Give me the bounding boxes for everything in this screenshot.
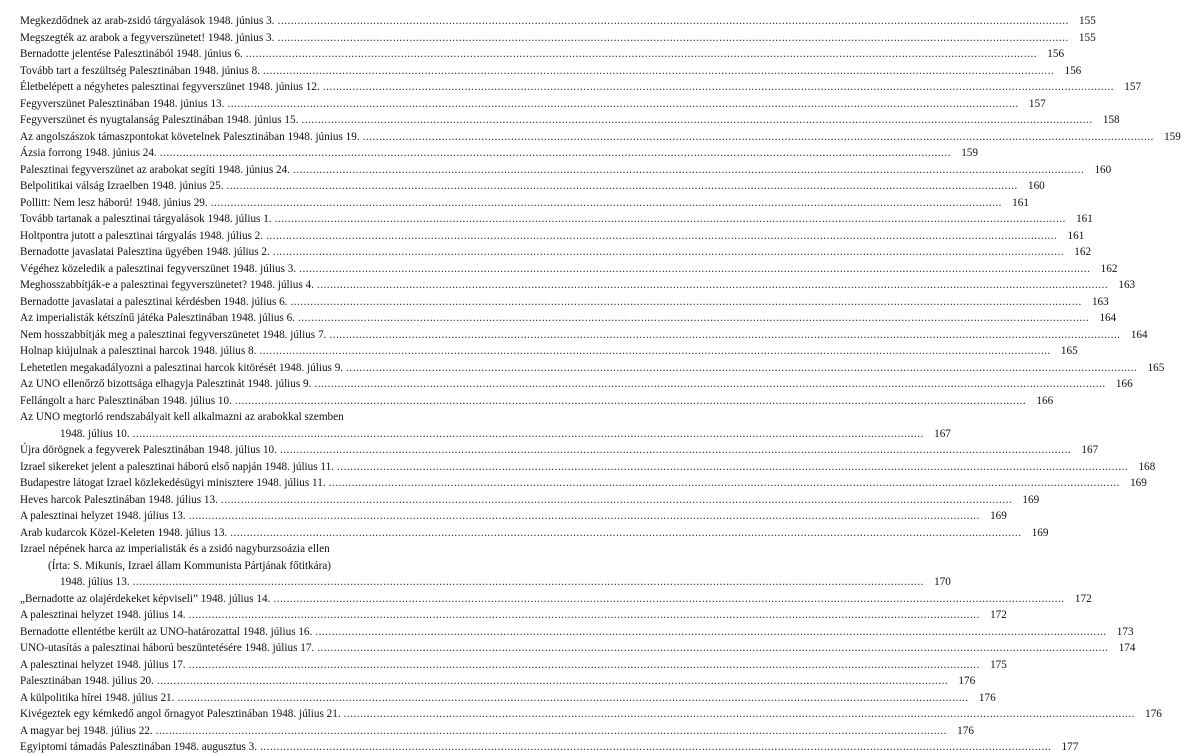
dot-leader — [315, 624, 1106, 641]
toc-entry — [20, 46, 1065, 63]
toc-entry-title: A palesztinai helyzet 1948. július 14. — [20, 609, 186, 621]
dot-leader — [189, 607, 980, 624]
toc-page-number: 176 — [978, 691, 996, 704]
toc-page-number: 176 — [958, 675, 976, 687]
toc-entry-title: Az angolszászok támaszpontokat követelnek Palesztinában 1948. június 19. — [20, 130, 360, 143]
toc-entry — [20, 459, 1156, 476]
toc-entry — [20, 244, 1092, 261]
dot-leader — [259, 343, 1050, 360]
toc-page-number: 163 — [1091, 295, 1109, 308]
toc-entry — [20, 195, 1029, 212]
dot-leader — [277, 30, 1068, 47]
dot-leader — [221, 492, 1012, 509]
toc-entry-title-line: Az UNO megtorló rendszabályait kell alkalmazni az arabokkal szemben — [20, 411, 344, 423]
toc-page-number: 168 — [1138, 460, 1156, 473]
toc-entry-title: Fellángolt a harc Palesztinában 1948. július 10. — [20, 394, 232, 407]
toc-page-number: 156 — [1064, 64, 1082, 77]
toc-page-number: 169 — [1022, 493, 1040, 506]
dot-leader — [329, 327, 1120, 344]
toc-page-number: 177 — [1061, 741, 1079, 753]
toc-entry — [20, 706, 1162, 723]
toc-entry — [20, 640, 1136, 657]
dot-leader — [275, 211, 1066, 228]
toc-entry-title: Belpolitikai válság Izraelben 1948. június 25. — [20, 180, 224, 192]
toc-entry-title: Bernadotte ellentétbe került az UNO-határozattal 1948. július 16. — [20, 625, 313, 638]
toc-entry — [20, 525, 1049, 542]
toc-entry-title: A palesztinai helyzet 1948. július 17. — [20, 658, 186, 671]
toc-entry — [20, 294, 1109, 311]
toc-entry-title: Tovább tartanak a palesztinai tárgyalások 1948. július 1. — [20, 213, 272, 225]
toc-entry — [20, 343, 1078, 360]
toc-entry — [20, 376, 1133, 393]
toc-page-number: 159 — [1164, 130, 1181, 143]
toc-entry-title: Heves harcok Palesztinában 1948. július 13. — [20, 493, 218, 506]
toc-entry-title: Bernadotte javaslatai Palesztina ügyében 1948. július 2. — [20, 246, 270, 258]
dot-leader — [314, 376, 1105, 393]
toc-page-number: 155 — [1079, 15, 1096, 27]
toc-page-number: 161 — [1012, 196, 1029, 209]
toc-entry — [20, 475, 1147, 492]
toc-entry — [20, 739, 1079, 756]
toc-entry — [20, 228, 1085, 245]
toc-entry — [20, 129, 1181, 146]
toc-entry-title: Kivégeztek egy kémkedő angol őrnagyot Palesztinában 1948. július 21. — [20, 708, 341, 720]
toc-entry — [20, 673, 976, 690]
toc-entry-title: Budapestre látogat Izrael közlekedésügyi minisztere 1948. július 11. — [20, 477, 326, 489]
toc-entry — [20, 409, 951, 442]
toc-entry — [20, 13, 1096, 30]
toc-entry — [20, 591, 1092, 608]
toc-entry-title: A palesztinai helyzet 1948. július 13. — [20, 510, 186, 522]
toc-entry-title: Megkezdődnek az arab-zsidó tárgyalások 1948. június 3. — [20, 15, 275, 27]
toc-page-number: 169 — [1031, 526, 1049, 539]
toc-page-number: 158 — [1102, 114, 1120, 126]
toc-entry-title: Ázsia forrong 1948. június 24. — [20, 147, 157, 159]
toc-entry — [20, 30, 1096, 47]
toc-page-number: 165 — [1060, 345, 1078, 357]
dot-leader — [278, 13, 1069, 30]
dot-leader — [133, 426, 924, 443]
dot-leader — [189, 657, 980, 674]
dot-leader — [273, 244, 1064, 261]
toc-entry-title: Megszegték az arabok a fegyverszünetet! 1948. június 3. — [20, 31, 275, 44]
toc-page-number: 167 — [934, 427, 951, 440]
toc-entry — [20, 492, 1040, 509]
toc-page-number: 162 — [1074, 246, 1092, 258]
toc-entry-title: Fegyverszünet Palesztinában 1948. június 13. — [20, 97, 225, 110]
toc-entry-date: 1948. július 13. — [60, 576, 130, 588]
toc-entry-title: Újra dörögnek a fegyverek Palesztinában 1948. július 10. — [20, 444, 277, 456]
dot-leader — [227, 96, 1018, 113]
toc-page-number: 162 — [1100, 262, 1118, 275]
dot-leader — [260, 739, 1051, 756]
dot-leader — [317, 277, 1108, 294]
toc-entry — [20, 393, 1054, 410]
toc-page-number: 174 — [1118, 642, 1136, 654]
toc-entry-title-line: Izrael népének harca az imperialisták és a zsidó nagyburzsoázia ellen — [20, 543, 330, 555]
toc-page-number: 164 — [1130, 328, 1148, 341]
toc-page-number: 165 — [1147, 361, 1165, 374]
dot-leader — [337, 459, 1128, 476]
toc-entry — [20, 508, 1007, 525]
toc-entry — [20, 360, 1165, 377]
dot-leader — [263, 63, 1054, 80]
toc-entry — [20, 63, 1082, 80]
toc-entry — [20, 96, 1046, 113]
toc-entry — [20, 657, 1007, 674]
dot-leader — [211, 195, 1002, 212]
dot-leader — [273, 591, 1064, 608]
toc-entry — [20, 79, 1142, 96]
toc-entry — [20, 327, 1148, 344]
toc-entry-title: Az UNO ellenőrző bizottsága elhagyja Palesztinát 1948. július 9. — [20, 378, 312, 390]
dot-leader — [133, 574, 924, 591]
toc-page-number: 170 — [934, 576, 951, 588]
dot-leader — [157, 673, 948, 690]
toc-entry-title: Bernadotte jelentése Palesztinából 1948. június 6. — [20, 48, 243, 60]
toc-page-number: 155 — [1078, 31, 1096, 44]
toc-page-number: 164 — [1099, 312, 1117, 324]
toc-entry-title: Holtpontra jutott a palesztinai tárgyalás 1948. július 2. — [20, 229, 264, 242]
toc-page-number: 172 — [1074, 592, 1092, 605]
toc-entry-title: Fegyverszünet és nyugtalanság Palesztinában 1948. június 15. — [20, 114, 299, 126]
toc-entry-title: UNO-utasítás a palesztinai háború beszüntetésére 1948. július 17. — [20, 642, 315, 654]
dot-leader — [160, 145, 951, 162]
toc-entry — [20, 690, 996, 707]
toc-entry — [20, 442, 1099, 459]
toc-entry-title: Az imperialisták kétszínű játéka Palesztinában 1948. július 6. — [20, 312, 295, 324]
toc-page-number: 175 — [990, 658, 1007, 671]
toc-entry-title: Életbelépett a négyhetes palesztinai fegyverszünet 1948. június 12. — [20, 81, 320, 93]
toc-page-number: 157 — [1124, 81, 1142, 93]
toc-entry-title: Izrael sikereket jelent a palesztinai háború első napján 1948. július 11. — [20, 460, 334, 473]
toc-page-number: 160 — [1027, 180, 1045, 192]
dot-leader — [177, 690, 968, 707]
toc-entry-title: A külpolitika hírei 1948. július 21. — [20, 691, 175, 704]
toc-page-number: 161 — [1067, 229, 1085, 242]
toc-entry — [20, 261, 1118, 278]
dot-leader — [317, 640, 1108, 657]
toc-page-number: 159 — [961, 147, 978, 159]
toc-entry — [20, 277, 1136, 294]
toc-entry-title: Egyiptomi támadás Palesztinában 1948. augusztus 3. — [20, 741, 258, 753]
toc-entry-title: Végéhez közeledik a palesztinai fegyverszünet 1948. július 3. — [20, 262, 297, 275]
toc-entry-title: Arab kudarcok Közel-Keleten 1948. július 13. — [20, 526, 228, 539]
toc-entry-title-line: (Írta: S. Mikunis, Izrael állam Kommunista Pártjának főtitkára) — [48, 559, 332, 572]
toc-page-number: 169 — [990, 510, 1007, 522]
toc-entry — [20, 310, 1117, 327]
toc-list — [20, 13, 1181, 756]
toc-entry-title: Holnap kiújulnak a palesztinai harcok 1948. július 8. — [20, 345, 257, 357]
toc-entry-title: „Bernadotte az olajérdekeket képviseli” 1948. július 14. — [20, 592, 271, 605]
toc-entry-title: Palesztinában 1948. július 20. — [20, 675, 154, 687]
dot-leader — [344, 706, 1135, 723]
dot-leader — [301, 112, 1092, 129]
toc-entry-title: Nem hosszabbítják meg a palesztinai fegyverszünetet 1948. július 7. — [20, 328, 327, 341]
toc-entry-title: Tovább tart a feszültség Palesztinában 1948. június 8. — [20, 64, 261, 77]
dot-leader — [246, 46, 1037, 63]
toc-entry-title: Bernadotte javaslatai a palesztinai kérdésben 1948. július 6. — [20, 295, 288, 308]
toc-entry — [20, 162, 1112, 179]
dot-leader — [266, 228, 1057, 245]
toc-page-number: 172 — [990, 609, 1007, 621]
toc-entry-title: Pollitt: Nem lesz háború! 1948. június 29. — [20, 196, 208, 209]
toc-entry-title: A magyar bej 1948. július 22. — [20, 724, 153, 737]
dot-leader — [293, 162, 1084, 179]
dot-leader — [290, 294, 1081, 311]
dot-leader — [363, 129, 1154, 146]
dot-leader — [227, 178, 1018, 195]
dot-leader — [189, 508, 980, 525]
dot-leader — [329, 475, 1120, 492]
toc-entry — [20, 624, 1134, 641]
dot-leader — [346, 360, 1137, 377]
dot-leader — [230, 525, 1021, 542]
dot-leader — [156, 723, 947, 740]
toc-page-number: 156 — [1047, 48, 1065, 60]
toc-entry — [20, 607, 1007, 624]
toc-entry — [20, 723, 974, 740]
toc-page-number: 176 — [957, 724, 974, 737]
toc-entry — [20, 145, 978, 162]
dot-leader — [235, 393, 1026, 410]
toc-page-number: 176 — [1145, 708, 1162, 720]
table-of-contents-page — [20, 13, 1181, 756]
toc-entry — [20, 541, 951, 591]
toc-entry — [20, 211, 1093, 228]
toc-entry-title: Meghosszabbítják-e a palesztinai fegyverszünetet? 1948. július 4. — [20, 279, 314, 291]
toc-page-number: 173 — [1116, 625, 1134, 638]
toc-entry-title: Lehetetlen megakadályozni a palesztinai harcok kitörését 1948. július 9. — [20, 361, 344, 374]
toc-entry-date: 1948. július 10. — [60, 427, 130, 440]
toc-page-number: 166 — [1036, 394, 1054, 407]
toc-entry — [20, 112, 1120, 129]
toc-page-number: 169 — [1130, 477, 1147, 489]
dot-leader — [298, 310, 1089, 327]
toc-page-number: 166 — [1115, 378, 1133, 390]
toc-page-number: 157 — [1028, 97, 1046, 110]
toc-page-number: 161 — [1076, 213, 1093, 225]
toc-page-number: 167 — [1081, 444, 1099, 456]
toc-entry — [20, 178, 1045, 195]
toc-entry-title: Palesztinai fegyverszünet az arabokat segíti 1948. június 24. — [20, 163, 290, 176]
toc-page-number: 163 — [1118, 279, 1136, 291]
dot-leader — [323, 79, 1114, 96]
toc-page-number: 160 — [1094, 163, 1112, 176]
dot-leader — [280, 442, 1071, 459]
dot-leader — [299, 261, 1090, 278]
